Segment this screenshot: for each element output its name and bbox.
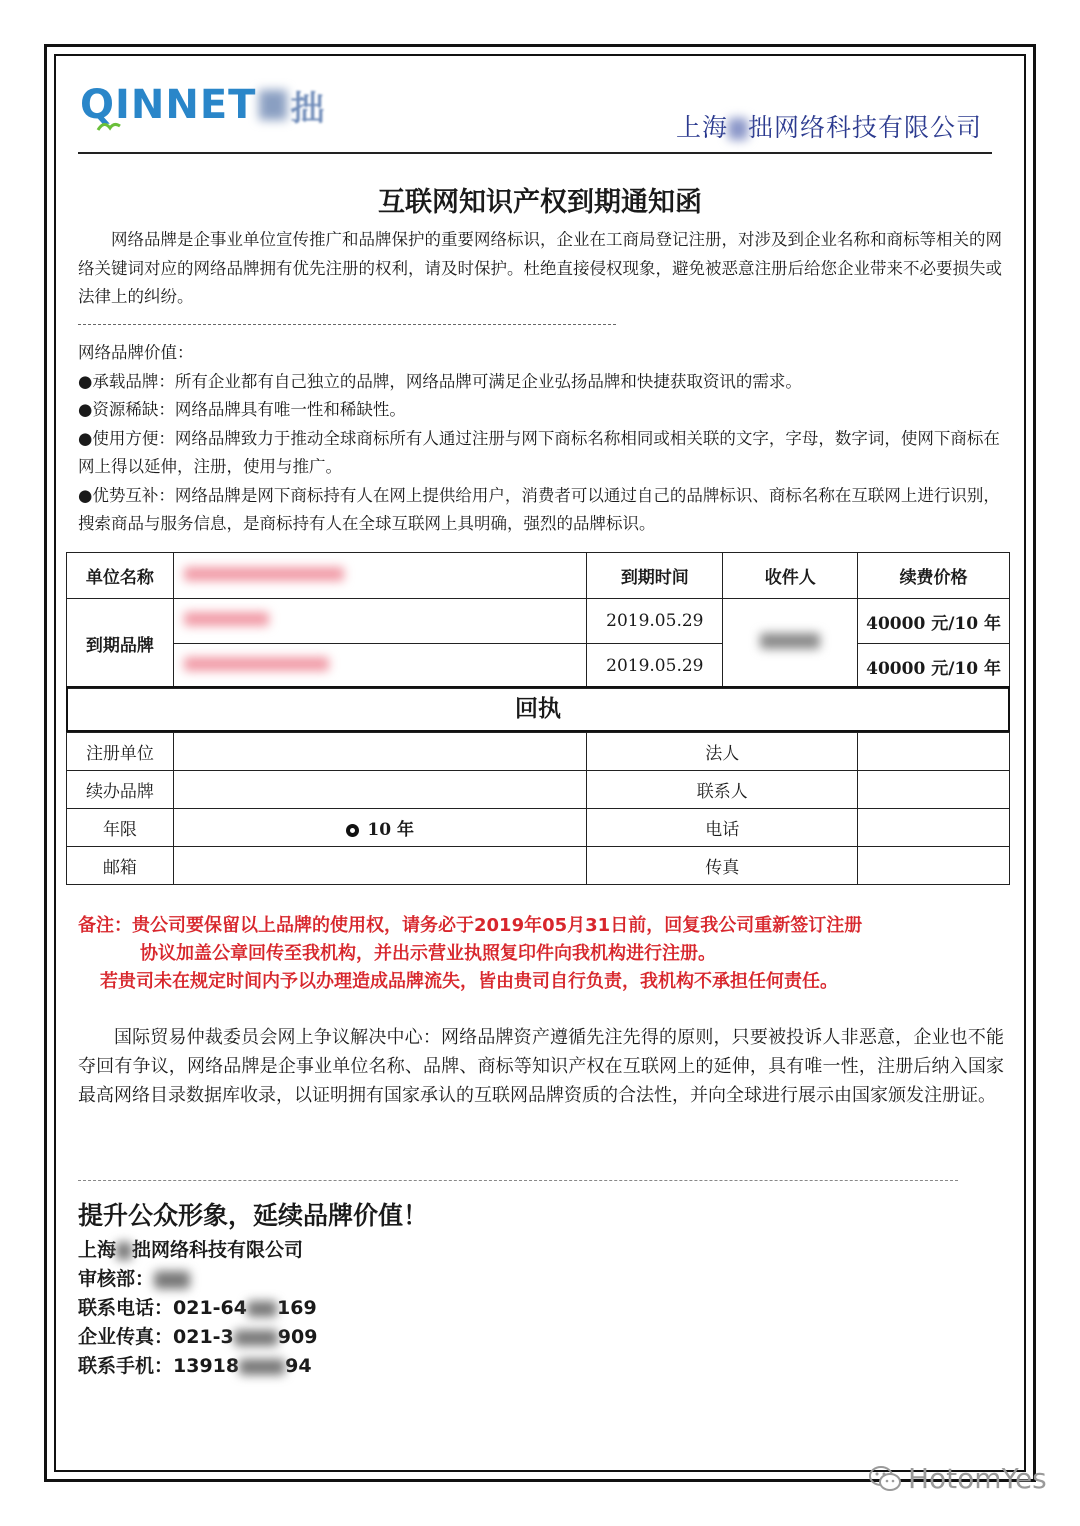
watermark [868, 1462, 1047, 1495]
brand-value [173, 599, 587, 644]
price-header: 续费价格 [858, 553, 1010, 599]
unit-name-header: 单位名称 [67, 553, 174, 599]
value-item: ● 资源稀缺：网络品牌具有唯一性和稀缺性。 [78, 396, 1004, 425]
legal-label: 法人 [587, 733, 858, 771]
remark-line: 备注：贵公司要保留以上品牌的使用权，请务必于2019年05月31日前，回复我公司重新签订注册 [78, 915, 863, 936]
remark-line: 若贵司未在规定时间内予以办理造成品牌流失，皆由贵司自行负责，我机构不承担任何责任。 [100, 971, 838, 992]
contact-field[interactable] [858, 771, 1010, 809]
redaction [184, 567, 344, 581]
redaction [728, 118, 748, 140]
brand-field[interactable] [173, 771, 587, 809]
redaction [184, 657, 329, 671]
value-item: ● 优势互补：网络品牌是网下商标持有人在网上提供给用户，消费者可以通过自己的品牌标识、商标名称在互联网上进行识别，搜索商品与服务信息，是商标持有人在全球互联网上具明确，强烈的品牌标识。 [78, 482, 1004, 539]
redaction [247, 1301, 277, 1317]
receipt-title: 回执 [66, 686, 1010, 732]
contact-phone: 联系电话：021-64 169 [78, 1297, 317, 1319]
email-field[interactable] [173, 847, 587, 885]
dashed-divider [78, 324, 616, 325]
expiry-table [66, 552, 1010, 689]
phone-label: 电话 [587, 809, 858, 847]
reg-unit-label: 注册单位 [67, 733, 174, 771]
recipient-value [723, 599, 858, 689]
slogan: 提升公众形象，延续品牌价值！ [78, 1201, 429, 1230]
value-item: ● 使用方便：网络品牌致力于推动全球商标所有人通过注册与网下商标名称相同或相关联的文字，字母，数字词，使网下商标在网上得以延伸，注册，使用与推广。 [78, 425, 1004, 482]
term-option[interactable] [173, 809, 587, 847]
remark-note [78, 912, 1008, 996]
contact-mobile: 联系手机：13918 94 [78, 1355, 312, 1377]
contact-fax: 企业传真：021-3 909 [78, 1326, 318, 1348]
footer-company: 上海 拙网络科技有限公司 [78, 1239, 304, 1261]
unit-name-value [173, 553, 587, 599]
phone-field[interactable] [858, 809, 1010, 847]
expiry-date: 2019.05.29 [587, 644, 723, 689]
redaction [184, 612, 269, 626]
brand-value [173, 644, 587, 689]
intro-paragraph: 网络品牌是企事业单位宣传推广和品牌保护的重要网络标识，企业在工商局登记注册，对涉及到企业名称和商标等相关的网络关键词对应的网络品牌拥有优先注册的权利，请及时保护。杜绝直接侵权现象，避免被恶意注册后给您企业带来不必要损失或法律上的纠纷。 [78, 230, 1002, 306]
reg-unit-field[interactable] [173, 733, 587, 771]
brand-label: 续办品牌 [67, 771, 174, 809]
review-dept: 审核部： [78, 1265, 317, 1294]
redaction [154, 1271, 190, 1289]
expiry-date: 2019.05.29 [587, 599, 723, 644]
redaction [234, 1330, 278, 1346]
renewal-price: 40000 元/10 年 [858, 599, 1010, 644]
contact-block [78, 1236, 317, 1381]
dashed-divider [78, 1180, 958, 1181]
legal-field[interactable] [858, 733, 1010, 771]
header-company-prefix: 上海 [675, 113, 728, 142]
fax-label: 传真 [587, 847, 858, 885]
redaction [760, 633, 820, 649]
renewal-price: 40000 元/10 年 [858, 644, 1010, 689]
wechat-icon [868, 1465, 902, 1493]
email-label: 邮箱 [67, 847, 174, 885]
radio-selected-icon[interactable] [346, 824, 359, 837]
value-item: ● 承载品牌：所有企业都有自己独立的品牌，网络品牌可满足企业弘扬品牌和快捷获取资讯的需求。 [78, 368, 1004, 397]
header-divider [78, 152, 992, 154]
arbitration-paragraph: 国际贸易仲裁委员会网上争议解决中心：网络品牌资产遵循先注先得的原则，只要被投诉人非恶意，企业也不能夺回有争议，网络品牌是企事业单位名称、品牌、商标等知识产权在互联网上的延伸，具有唯一性，注册后纳入国家最高网络目录数据库收录，以证明拥有国家承认的互联网品牌资质的合法性，并向全球进行展示由国家颁发注册证。 [78, 1027, 1004, 1106]
watermark-text: HotomYes [908, 1462, 1047, 1495]
header-company-name [676, 108, 982, 144]
remark-line: 协议加盖公章回传至我机构，并出示营业执照复印件向我机构进行注册。 [140, 943, 716, 964]
leaf-icon [96, 118, 122, 132]
document-title: 互联网知识产权到期通知函 [378, 187, 702, 218]
redaction [239, 1359, 285, 1375]
contact-label: 联系人 [587, 771, 858, 809]
logo-redaction [259, 90, 287, 120]
values-heading: 网络品牌价值： [78, 343, 194, 362]
term-label: 年限 [67, 809, 174, 847]
expiring-brand-label: 到期品牌 [67, 599, 174, 689]
company-logo [80, 80, 324, 130]
logo-wordmark: QINNET [80, 82, 257, 128]
term-value: 10 年 [367, 820, 414, 840]
recipient-header: 收件人 [723, 553, 858, 599]
brand-values [78, 339, 1004, 539]
logo-cn-text: 拙 [290, 88, 325, 129]
header-company-suffix: 拙网络科技有限公司 [747, 113, 982, 142]
receipt-table [66, 732, 1010, 885]
fax-field[interactable] [858, 847, 1010, 885]
redaction [116, 1242, 132, 1260]
expiry-header: 到期时间 [587, 553, 723, 599]
